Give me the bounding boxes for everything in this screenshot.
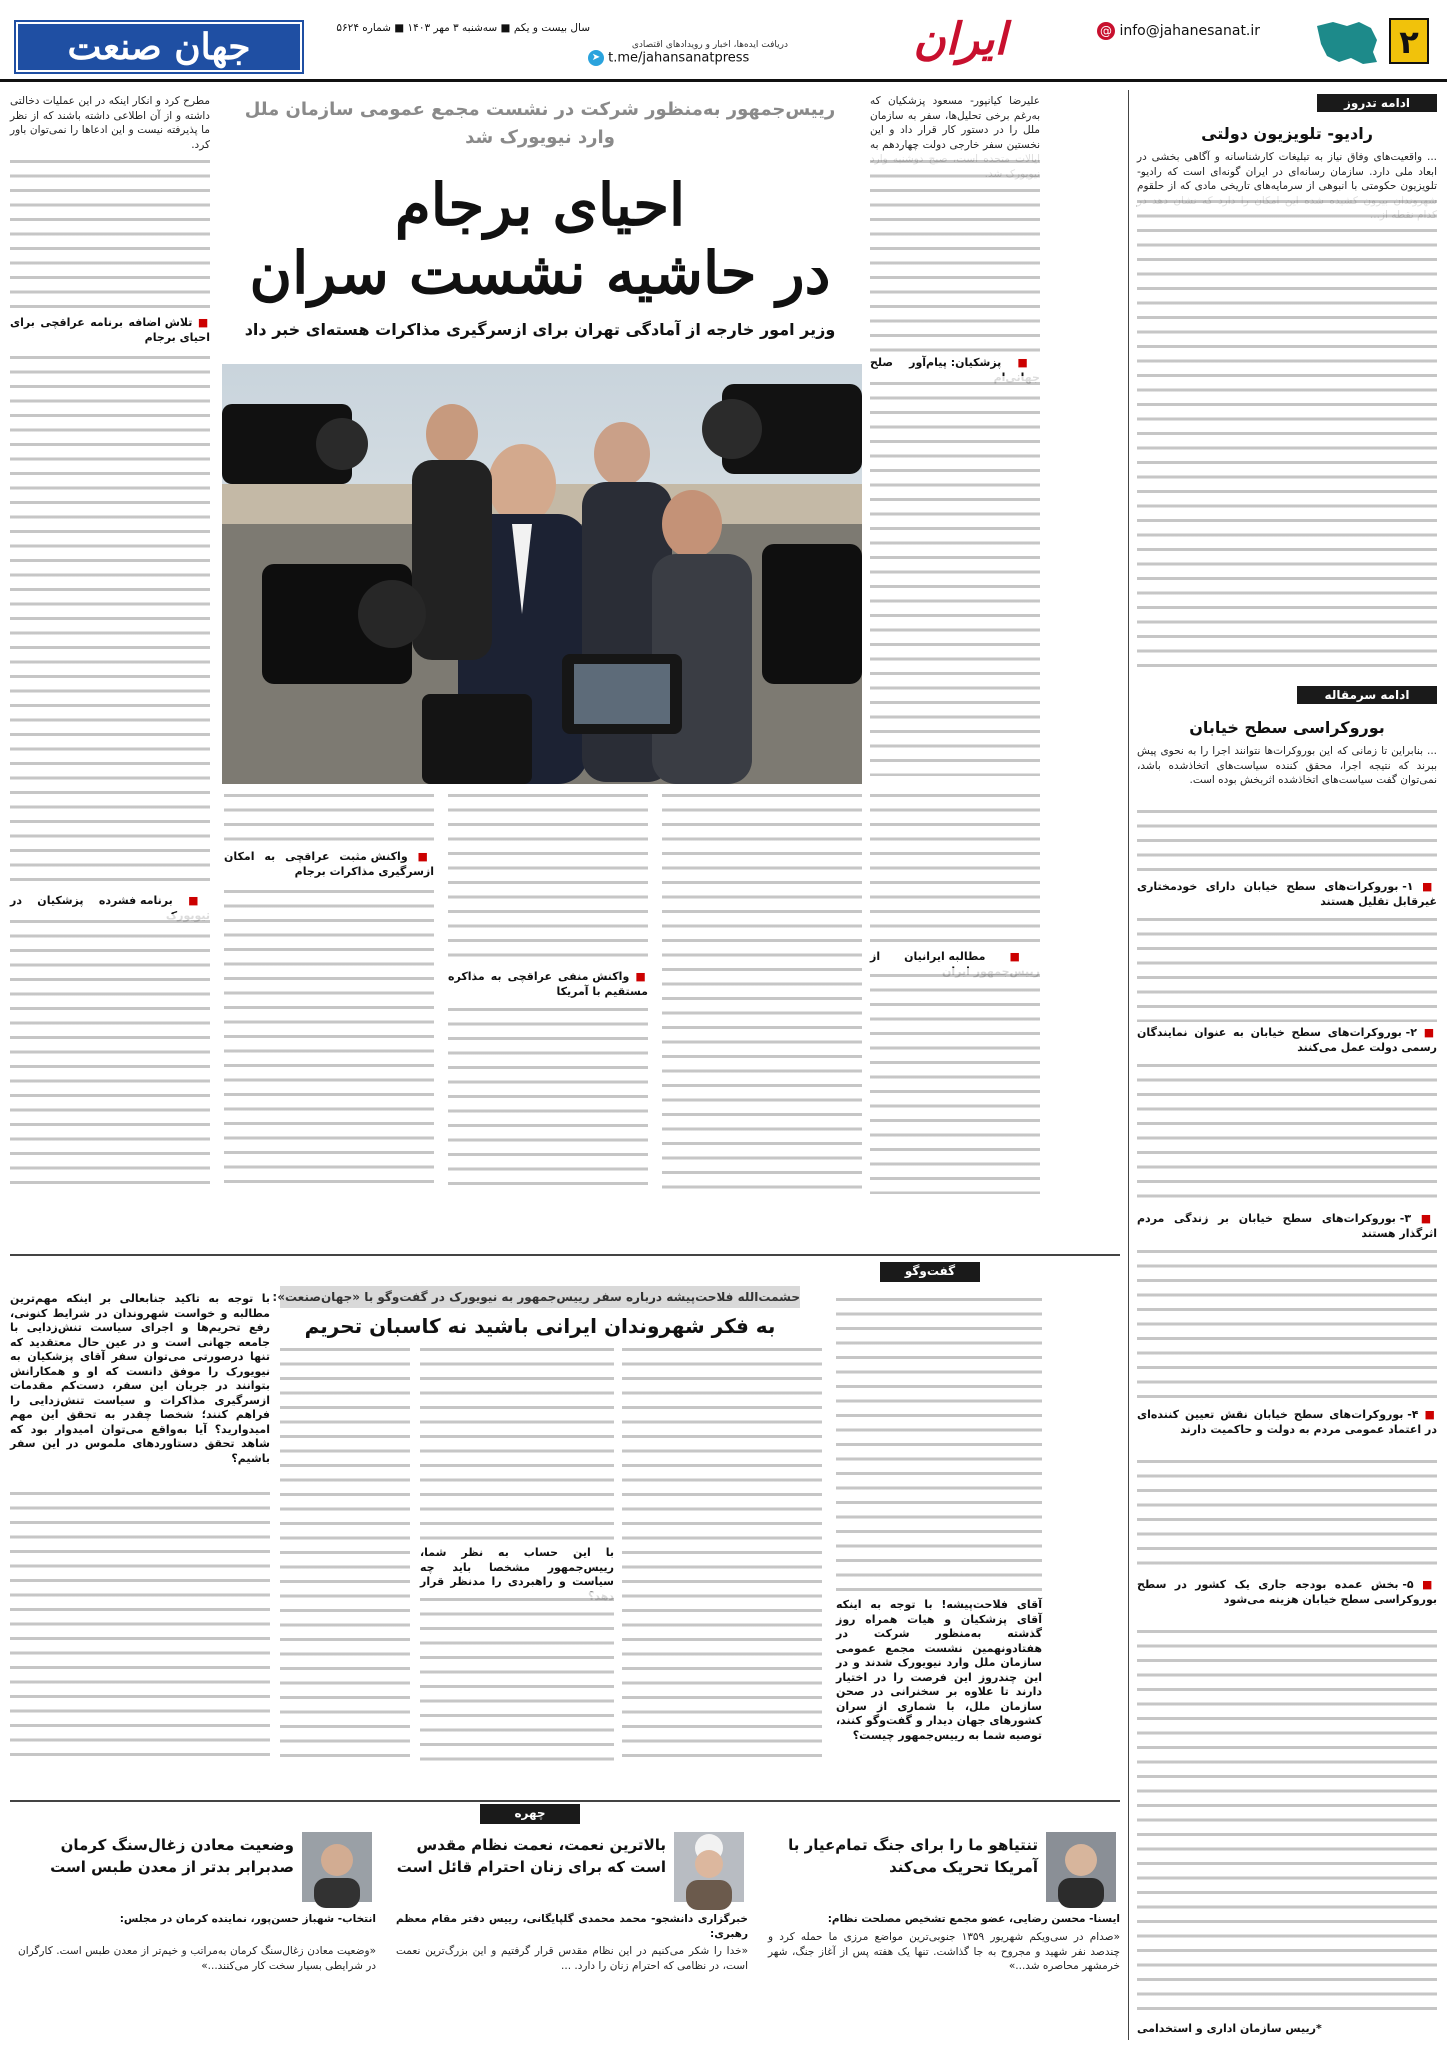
faces-top-rule	[10, 1800, 1120, 1802]
interview-question2: با این حساب به نظر شما، رییس‌جمهور مشخصا باید چه سیاست و راهبردی را مدنظر قرار	[420, 1546, 614, 1588]
bureaucracy-tag: ادامه سرمقاله	[1297, 686, 1437, 704]
main-sub6: ■ برنامه فشرده پزشکیان در	[10, 894, 210, 910]
right-column	[1137, 90, 1437, 2045]
interview-kicker: حشمت‌الله فلاحت‌پیشه درباره سفر رییس‌جمهور به نیویورک در گفت‌وگو با «جهان‌صنعت»:	[280, 1286, 800, 1308]
face-photo-1	[1046, 1832, 1116, 1902]
radio-title: رادیو- تلویزیون دولتی	[1201, 124, 1373, 143]
bureaucracy-sub5: ■ ۵- بخش عمده بودجه جاری یک کشور در سطح بوروکراسی سطح خیابان هزینه می‌شود	[1137, 1578, 1437, 1622]
telegram-link[interactable]: t.me/jahansanatpress	[608, 50, 750, 66]
bureaucracy-sub1: ■ ۱- بوروکرات‌های سطح خیابان دارای خودمختاری غیرقابل تقلیل هستند	[1137, 880, 1437, 910]
portrait-icon	[1046, 1832, 1116, 1902]
issue-info: سال بیست و یکم ■ سه‌شنبه ۳ مهر ۱۴۰۳ ■ شماره ۵۶۲۴	[336, 22, 590, 34]
main-sub5: ■ تلاش اضافه برنامه عراقچی برای احیای برجام	[10, 316, 210, 346]
telegram-box[interactable]	[588, 40, 788, 76]
masthead	[0, 0, 1447, 82]
face-source-2: خبرگزاری دانشجو- محمد محمدی گلپایگانی، رییس دفتر مقام معظم رهبری:	[396, 1913, 748, 1940]
main-subheadline: وزیر امور خارجه از آمادگی تهران برای ازسرگیری مذاکرات هسته‌ای خبر داد	[244, 320, 836, 339]
radio-body	[1137, 194, 1437, 674]
face-source-1: ایسنا- محسن رضایی، عضو مجمع تشخیص مصلحت نظام:	[827, 1913, 1120, 1925]
interview-top-rule	[10, 1254, 1120, 1256]
main-kicker: رییس‌جمهور به‌منظور شرکت در نشست مجمع عمومی سازمان ملل وارد نیویورک شد	[244, 99, 836, 148]
interview-question3: با توجه به تاکید جنابعالی بر اینکه مهم‌ترین مطالبه و خواست شهروندان در شرایط کنونی، رفع تحریم‌ها و اجرای سیاست تنش‌زدایی با جامعه جهانی است و در عین حال معتقدید که تنها درصورتی می‌توان سفر آقای پزشکیان به نیویورک را موفق دانست که او و همکارانش بتوانند در جریان این سفر، دست‌کم مقدمات ازسرگیری مذاکرات و سیاست تنش‌زدایی را فراهم کنند؛ شخصا چقدر به تحقق این مهم امیدوارید؟ آیا به‌واقع می‌توان امیدوار بود که شاهد تحقق دستاوردهای ملموس در این سفر باشیم؟	[10, 1292, 270, 1465]
radio-tag: ادامه تدروز	[1317, 94, 1437, 112]
newspaper-logo[interactable]: جهان صنعت	[14, 20, 304, 74]
interview-headline: به فکر شهروندان ایرانی باشید نه کاسبان تحریم	[304, 1314, 776, 1338]
bureaucracy-lead: ... بنابراین تا زمانی که این بوروکرات‌ها نتوانند اجرا را به نحوی پیش ببرند که نتیجه اجرا، محقق کننده سیاست‌های اتخاذشده باشد، نمی‌توان گفت سیاست‌های اتخاذشده اثربخش بوده است.	[1137, 745, 1437, 786]
main-sub2: ■ مطالبه ایرانیان از	[870, 950, 1040, 966]
faces-row	[10, 1832, 1120, 2042]
interview-question1: آقای فلاحت‌پیشه! با توجه به اینکه آقای پزشکیان و هیات همراه روز گذشته به‌منظور شرکت در هفتادونهمین نشست مجمع عمومی سازمان ملل وارد نیویورک شدند و در این چندروز این فرصت را در اختیار دارند تا علاوه بر سخنرانی در صحن سازمان ملل، با شماری از سران کشورهای جهان دیدار و گفت‌وگو کنند، توصیه شما به رییس‌جمهور چیست؟	[836, 1598, 1042, 1742]
bureaucracy-sub2: ■ ۲- بوروکرات‌های سطح خیابان به عنوان نمایندگان رسمی دولت عمل می‌کنند	[1137, 1026, 1437, 1056]
section-name: ایران	[913, 14, 1007, 65]
bureaucracy-signature: *رییس سازمان اداری و استخدامی	[1137, 2022, 1322, 2035]
faces-section-label: چهره	[480, 1804, 580, 1824]
email-row[interactable]	[1097, 22, 1297, 42]
face-text-2: «خدا را شکر می‌کنیم در این نظام مقدس قرار گرفتیم و این بزرگ‌ترین نعمت است، در نظامی که احترام زنان را دارد. ...	[396, 1945, 748, 1972]
main-headline-2: در حاشیه نشست سران	[249, 239, 831, 307]
page-number: ۲	[1389, 18, 1429, 64]
face-headline-2: بالاترین نعمت، نعمت نظام مقدس است که برای زنان احترام قائل است	[396, 1836, 666, 1876]
main-sub4: ■ واکنش منفی عراقچی به مذاکره مستقیم با آمریکا	[448, 970, 648, 1000]
face-text-3: «وضعیت معادن زغال‌سنگ کرمان به‌مراتب و خیم‌تر از معدن طبس است. کارگران در شرایطی بسیار سخت کار می‌کنند...»	[18, 1945, 376, 1972]
face-card-1	[760, 1832, 1120, 2042]
main-photo	[222, 364, 862, 784]
face-source-3: انتخاب- شهباز حسن‌پور، نماینده کرمان در مجلس:	[119, 1913, 376, 1925]
face-card-3	[10, 1832, 376, 2042]
press-scene-image	[222, 364, 862, 784]
face-photo-2	[674, 1832, 744, 1902]
main-sub1: ■ پزشکیان: پیام‌آور صلح	[870, 356, 1040, 372]
right-column-divider	[1128, 90, 1129, 2040]
main-continue: مطرح کرد و انکار اینکه در این عملیات دخالتی داشته و از آن اطلاعی داشته باشند که از نظر ما پذیرفته نیست و این ادعاها را نمی‌توان باور کرد.	[10, 95, 210, 151]
main-story	[10, 88, 1120, 1253]
face-card-2	[388, 1832, 748, 2042]
face-headline-1: تنتیاهو ما را برای جنگ تمام‌عیار با آمریکا تحریک می‌کند	[788, 1836, 1038, 1876]
bureaucracy-sub3: ■ ۳- بوروکرات‌های سطح خیابان بر زندگی مردم اثرگذار هستند	[1137, 1212, 1437, 1242]
face-text-1: «صدام در سی‌ویکم شهریور ۱۳۵۹ جنوبی‌ترین مواضع مرزی ما حمله کرد و چندصد نفر شهید و مجروح به جا گذاشت. تنها یک هفته پس از آغاز جنگ، شهر خرمشهر محاصره شد...»	[768, 1931, 1120, 1972]
bureaucracy-sub4: ■ ۴- بوروکرات‌های سطح خیابان نقش تعیین کننده‌ای در اعتماد عمومی مردم به دولت و حاکمیت دارند	[1137, 1408, 1437, 1452]
main-lead: علیرضا کیانپور- مسعود پزشکیان که به‌رغم برخی تحلیل‌ها، سفر به سازمان ملل را در دستور کار قرار داد و این نخستین سفر خارجی دولت چهاردهم به	[870, 95, 1040, 151]
main-sub3: ■ واکنش مثبت عراقچی به امکان ازسرگیری مذاکرات برجام	[224, 850, 434, 880]
face-photo-3	[302, 1832, 372, 1902]
iran-map-icon	[1311, 18, 1383, 68]
email-icon: @	[1097, 22, 1115, 40]
face-headline-3: وضعیت معادن زغال‌سنگ کرمان صدبرابر بدتر از معدن طبس است	[50, 1836, 294, 1876]
radio-lead: ... واقعیت‌های وفاق نیاز به تبلیغات کارشناسانه و آگاهی بخشی در ابعاد ملی دارد. سازمان رسانه‌ای در ایران گونه‌ای است که رادیو- تلویزیون حکومتی با انبوهی از سرمایه‌های تاریخی مادی که از حلقوم	[1137, 151, 1437, 192]
bureaucracy-title: بوروکراسی سطح خیابان	[1189, 718, 1385, 737]
interview-section-label: گفت‌وگو	[880, 1262, 980, 1282]
portrait-icon	[302, 1832, 372, 1902]
main-headline-1: احیای برجام	[394, 171, 686, 239]
telegram-icon: ➤	[588, 50, 604, 66]
telegram-line1: دریافت ایده‌ها، اخبار و رویدادهای اقتصادی	[631, 40, 788, 50]
portrait-icon	[674, 1832, 744, 1902]
email-text[interactable]: info@jahanesanat.ir	[1119, 23, 1261, 39]
interview-body	[10, 1262, 1120, 1792]
